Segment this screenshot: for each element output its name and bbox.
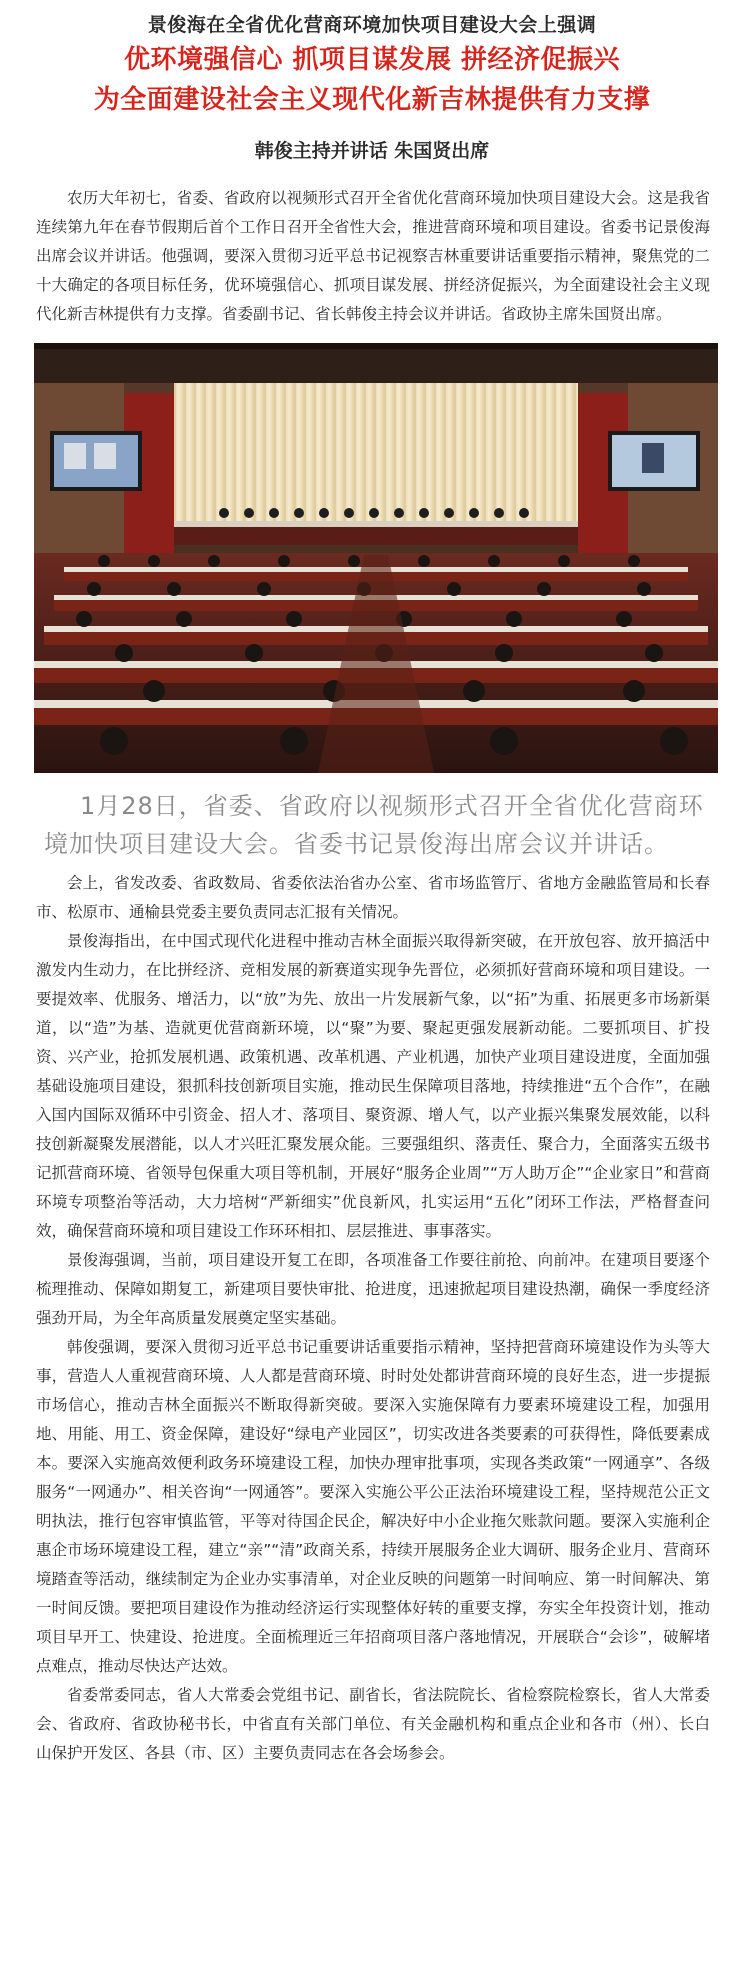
body-paragraph-1: 会上，省发改委、省政数局、省委依法治省办公室、省市场监管厅、省地方金融监管局和长春市、松原市、通榆县党委主要负责同志汇报有关情况。 [36,874,710,921]
body-paragraph-5: 省委常委同志，省人大常委会党组书记、副省长，省法院院长、省检察院检察长，省人大常委会、省政府、省政协秘书长，中省直有关部门单位、有关金融机构和重点企业和各市（州）、长白山保护开发区、各县（市、区）主要负责同志在各会场参会。 [36,1686,710,1762]
body-paragraph-4: 韩俊强调，要深入贯彻习近平总书记重要讲话重要指示精神，坚持把营商环境建设作为头等大事，营造人人重视营商环境、人人都是营商环境、时时处处都讲营商环境的良好生态，进一步提振市场信心，推动吉林全面振兴不断取得新突破。要深入实施保障有力要素环境建设工程，加强用地、用能、用工、资金保障，建设好“绿电产业园区”，切实改进各类要素的可获得性，降低要素成本。要深入实施高效便利政务环境建设工程，加快办理审批事项，实现各类政策“一网通享”、各级服务“一网通办”、相关咨询“一网通答”。要深入实施公平公正法治环境建设工程，坚持规范公正文明执法，推行包容审慎监管，平等对待国企民企，解决好中小企业拖欠账款问题。要深入实施利企惠企市场环境建设工程，建立“亲”“清”政商关系，持续开展服务企业大调研、服务企业月、营商环境踏查等活动，继续制定为企业办实事清单，对企业反映的问题第一时间响应、第一时间解决、第一时间反馈。要把项目建设作为推动经济运行实现整体好转的重要支撑，夯实全年投资计划，推动项目早开工、快建设、抢进度。全面梳理近三年招商项目落户落地情况，开展联合“会诊”，破解堵点难点，推动尽快达产达效。 [36,1338,710,1675]
photo-caption: 1月28日，省委、省政府以视频形式召开全省优化营商环境加快项目建设大会。省委书记景俊海出席会议并讲话。 [44,792,704,858]
conference-photo-illustration [34,343,718,773]
body-paragraph-2: 景俊海指出，在中国式现代化进程中推动吉林全面振兴取得新突破，在开放包容、放开搞活中激发内生动力，在比拼经济、竞相发展的新赛道实现争先晋位，必须抓好营商环境和项目建设。一要提效率、优服务、增活力，以“放”为先、放出一片发展新气象，以“拓”为重、拓展更多市场新渠道，以“造”为基、造就更优营商新环境，以“聚”为要、聚起更强发展新动能。二要抓项目、扩投资、兴产业，抢抓发展机遇、政策机遇、改革机遇、产业机遇，加快产业项目建设进度，全面加强基础设施项目建设，狠抓科技创新项目实施，推动民生保障项目落地，持续推进“五个合作”，在融入国内国际双循环中引资金、招人才、落项目、聚资源、增人气，以产业振兴集聚发展效能，以科技创新凝聚发展潜能，以人才兴旺汇聚发展众能。三要强组织、落责任、聚合力，全面落实五级书记抓营商环境、省领导包保重大项目等机制，开展好“服务企业周”“万人助万企”“企业家日”和营商环境专项整治等活动，大力培树“严新细实”优良新风，扎实运用“五化”闭环工作法，严格督查问效，确保营商环境和项目建设工作环环相扣、层层推进、事事落实。 [36,932,710,1240]
article-body [36,869,710,1768]
article-byline: 韩俊主持并讲话 朱国贤出席 [254,140,490,162]
article-title-line1: 优环境强信心 抓项目谋发展 拼经济促振兴 [123,45,621,75]
intro-paragraph: 农历大年初七，省委、省政府以视频形式召开全省优化营商环境加快项目建设大会。这是我省连续第九年在春节假期后首个工作日召开全省性大会，推进营商环境和项目建设。省委书记景俊海出席会议并讲话。他强调，要深入贯彻习近平总书记视察吉林重要讲话重要指示精神，聚焦党的二十大确定的各项目标任务，优环境强信心、抓项目谋发展、拼经济促振兴，为全面建设社会主义现代化新吉林提供有力支撑。省委副书记、省长韩俊主持会议并讲话。省政协主席朱国贤出席。 [36,189,710,323]
article-title-line2: 为全面建设社会主义现代化新吉林提供有力支撑 [93,85,651,115]
conference-hall-photo [34,343,718,773]
intro-section [36,184,710,329]
body-paragraph-3: 景俊海强调，当前，项目建设开复工在即，各项准备工作要往前抢、向前冲。在建项目要逐个梳理推动、保障如期复工，新建项目要快审批、抢进度，迅速掀起项目建设热潮，确保一季度经济强劲开局，为全年高质量发展奠定坚实基础。 [36,1251,710,1327]
article-header [0,0,744,166]
article-kicker: 景俊海在全省优化营商环境加快项目建设大会上强调 [147,14,597,36]
